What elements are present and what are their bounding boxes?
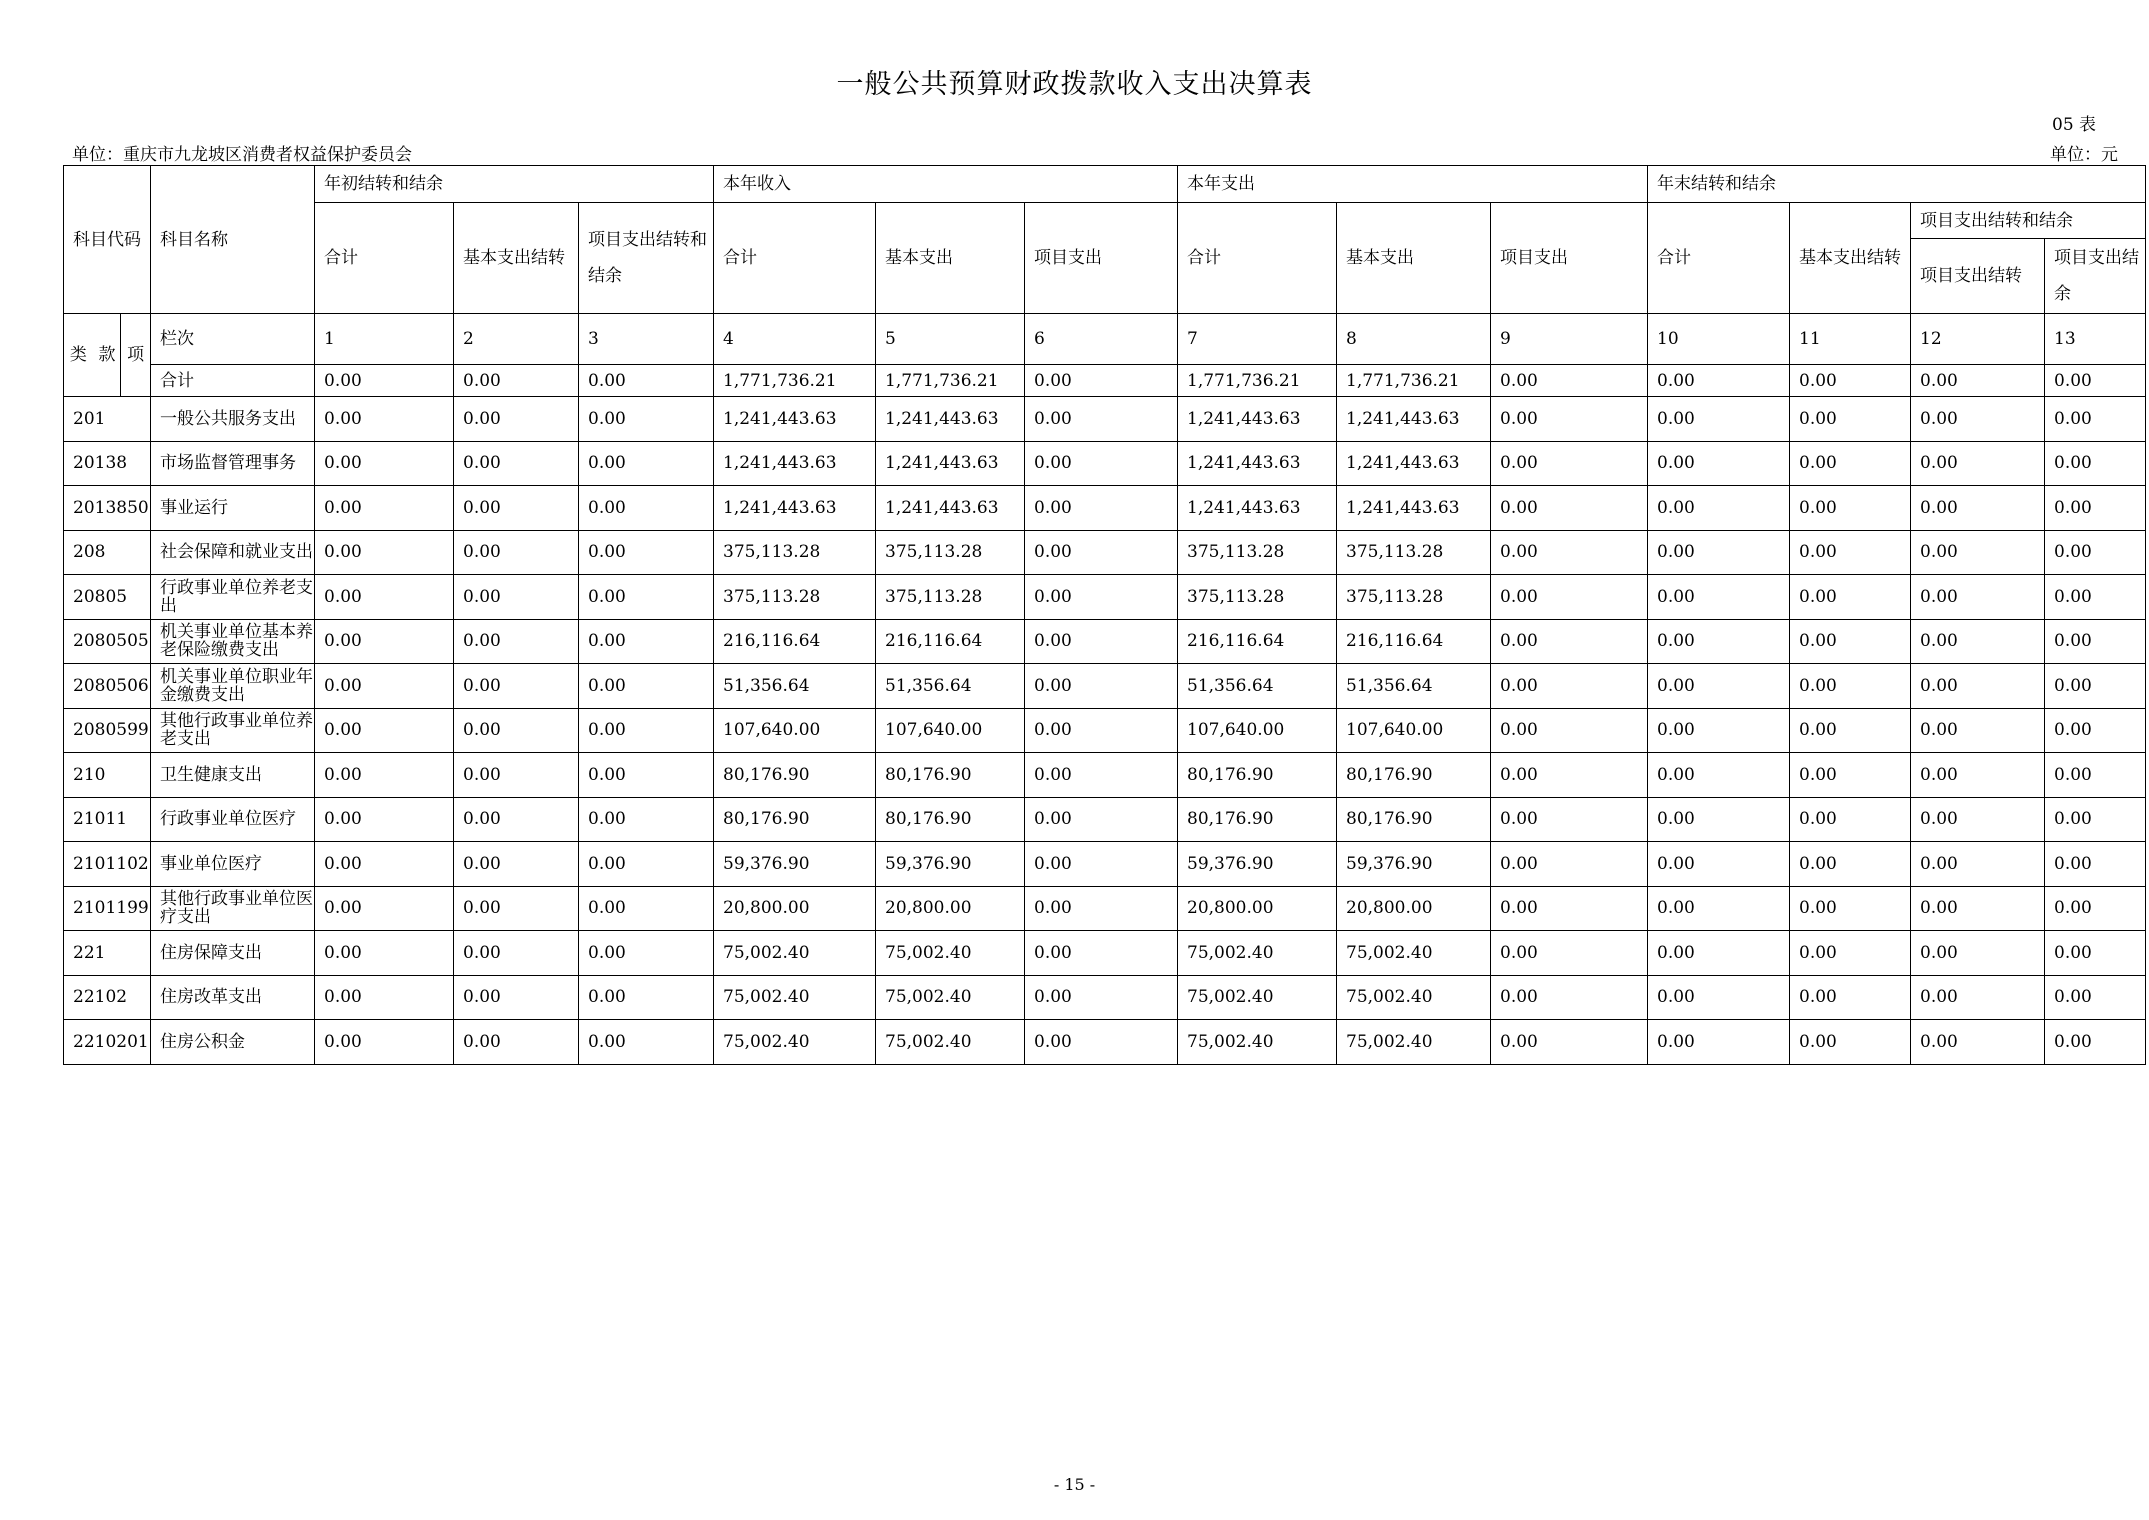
row-value: 0.00: [1648, 886, 1790, 931]
row-value: 75,002.40: [876, 975, 1025, 1020]
row-value: 0.00: [1911, 931, 2045, 976]
col-no: 13: [2045, 314, 2146, 365]
total-row-label: 合计: [151, 365, 315, 397]
row-value: 0.00: [1491, 664, 1648, 709]
row-value: 375,113.28: [1178, 575, 1337, 620]
row-value: 0.00: [579, 619, 714, 664]
row-value: 0.00: [315, 975, 454, 1020]
row-value: 107,640.00: [876, 708, 1025, 753]
row-value: 0.00: [1648, 753, 1790, 798]
total-cell: 1,771,736.21: [714, 365, 876, 397]
row-value: 59,376.90: [1178, 842, 1337, 887]
row-value: 1,241,443.63: [876, 397, 1025, 442]
row-value: 20,800.00: [1337, 886, 1491, 931]
row-value: 80,176.90: [714, 797, 876, 842]
header-opening-balance: 年初结转和结余: [315, 166, 714, 203]
col-no: 9: [1491, 314, 1648, 365]
h-g4-total: 合计: [1648, 203, 1790, 314]
kuan-label: 款: [98, 345, 116, 365]
total-cell: 1,771,736.21: [876, 365, 1025, 397]
h-g4-proj-group: 项目支出结转和结余: [1911, 203, 2146, 239]
row-value: 0.00: [1648, 931, 1790, 976]
row-name: 行政事业单位医疗: [151, 797, 315, 842]
row-value: 0.00: [454, 441, 579, 486]
table-row: [64, 797, 2146, 842]
row-value: 0.00: [1025, 397, 1178, 442]
row-value: 0.00: [1911, 575, 2045, 620]
h-g4-proj-carry: 项目支出结转: [1911, 239, 2045, 314]
row-value: 0.00: [454, 397, 579, 442]
row-value: 0.00: [1790, 931, 1911, 976]
row-value: 0.00: [454, 975, 579, 1020]
row-value: 0.00: [1491, 708, 1648, 753]
currency-unit-label: 单位：元: [2050, 145, 2118, 165]
total-cell: 0.00: [579, 365, 714, 397]
row-value: 0.00: [315, 842, 454, 887]
row-value: 1,241,443.63: [714, 441, 876, 486]
row-value: 0.00: [1790, 1020, 1911, 1065]
row-name: 其他行政事业单位医疗支出: [151, 886, 315, 931]
row-name: 卫生健康支出: [151, 753, 315, 798]
col-no: 7: [1178, 314, 1337, 365]
row-value: 0.00: [579, 664, 714, 709]
row-value: 0.00: [2045, 664, 2146, 709]
row-value: 0.00: [454, 619, 579, 664]
row-value: 0.00: [1491, 441, 1648, 486]
row-value: 107,640.00: [1337, 708, 1491, 753]
row-value: 0.00: [1648, 1020, 1790, 1065]
table-row: [64, 486, 2146, 531]
total-cell: 0.00: [1491, 365, 1648, 397]
row-value: 1,241,443.63: [1178, 486, 1337, 531]
row-value: 0.00: [315, 931, 454, 976]
h-g4-basic-carry: 基本支出结转: [1790, 203, 1911, 314]
row-value: 0.00: [1648, 842, 1790, 887]
row-value: 216,116.64: [876, 619, 1025, 664]
row-value: 0.00: [1648, 486, 1790, 531]
row-value: 0.00: [1491, 486, 1648, 531]
row-value: 0.00: [2045, 486, 2146, 531]
row-value: 1,241,443.63: [1178, 441, 1337, 486]
row-value: 59,376.90: [714, 842, 876, 887]
row-value: 0.00: [1025, 931, 1178, 976]
header-closing-balance: 年末结转和结余: [1648, 166, 2146, 203]
row-value: 375,113.28: [1337, 530, 1491, 575]
row-value: 0.00: [2045, 886, 2146, 931]
col-no: 10: [1648, 314, 1790, 365]
row-value: 0.00: [454, 886, 579, 931]
h-g2-basic: 基本支出: [876, 203, 1025, 314]
row-value: 0.00: [315, 708, 454, 753]
row-value: 0.00: [1911, 441, 2045, 486]
table-number: 05 表: [2052, 115, 2097, 135]
row-value: 0.00: [1648, 441, 1790, 486]
page-number: - 15 -: [1053, 1475, 1096, 1494]
row-value: 0.00: [1911, 753, 2045, 798]
col-no: 12: [1911, 314, 2045, 365]
row-value: 59,376.90: [876, 842, 1025, 887]
row-value: 80,176.90: [1337, 797, 1491, 842]
row-name: 机关事业单位基本养老保险缴费支出: [151, 619, 315, 664]
row-value: 0.00: [1911, 619, 2045, 664]
row-code: 22102: [64, 975, 151, 1020]
row-value: 107,640.00: [1178, 708, 1337, 753]
total-cell: 0.00: [1025, 365, 1178, 397]
row-value: 0.00: [2045, 619, 2146, 664]
row-value: 0.00: [579, 575, 714, 620]
row-value: 0.00: [1790, 619, 1911, 664]
lei-kuan-xiang: [64, 314, 151, 397]
row-value: 0.00: [2045, 1020, 2146, 1065]
table-row: [64, 975, 2146, 1020]
row-value: 0.00: [1911, 664, 2045, 709]
row-value: 1,241,443.63: [714, 486, 876, 531]
table-row: [64, 441, 2146, 486]
row-value: 0.00: [579, 708, 714, 753]
row-value: 0.00: [1491, 842, 1648, 887]
table-row: [64, 931, 2146, 976]
row-value: 1,241,443.63: [714, 397, 876, 442]
row-value: 0.00: [579, 797, 714, 842]
row-value: 0.00: [1790, 664, 1911, 709]
row-value: 75,002.40: [1178, 1020, 1337, 1065]
row-value: 0.00: [1025, 1020, 1178, 1065]
table-row: [64, 575, 2146, 620]
h-g3-proj: 项目支出: [1491, 203, 1648, 314]
h-g1-basic-carry: 基本支出结转: [454, 203, 579, 314]
row-name: 社会保障和就业支出: [151, 530, 315, 575]
total-cell: 0.00: [1648, 365, 1790, 397]
row-value: 1,241,443.63: [1337, 486, 1491, 531]
row-value: 0.00: [1025, 441, 1178, 486]
row-code: 2210201: [64, 1020, 151, 1065]
row-value: 75,002.40: [876, 1020, 1025, 1065]
row-value: 0.00: [1025, 486, 1178, 531]
row-value: 0.00: [1491, 397, 1648, 442]
total-cell: 0.00: [1790, 365, 1911, 397]
row-value: 0.00: [454, 753, 579, 798]
row-value: 0.00: [1491, 975, 1648, 1020]
row-value: 80,176.90: [1337, 753, 1491, 798]
col-no: 5: [876, 314, 1025, 365]
row-value: 75,002.40: [1178, 975, 1337, 1020]
h-g2-total: 合计: [714, 203, 876, 314]
row-value: 80,176.90: [1178, 797, 1337, 842]
row-value: 0.00: [579, 397, 714, 442]
row-value: 0.00: [1648, 575, 1790, 620]
row-value: 0.00: [1491, 619, 1648, 664]
row-value: 0.00: [579, 1020, 714, 1065]
row-code: 2101102: [64, 842, 151, 887]
row-value: 75,002.40: [1337, 975, 1491, 1020]
table-row: [64, 1020, 2146, 1065]
row-name: 住房公积金: [151, 1020, 315, 1065]
row-value: 0.00: [315, 797, 454, 842]
total-cell: 0.00: [2045, 365, 2146, 397]
total-cell: 1,771,736.21: [1337, 365, 1491, 397]
row-value: 0.00: [1025, 975, 1178, 1020]
col-no: 11: [1790, 314, 1911, 365]
row-value: 0.00: [454, 664, 579, 709]
row-value: 0.00: [579, 486, 714, 531]
row-value: 1,241,443.63: [1337, 397, 1491, 442]
row-value: 0.00: [1790, 842, 1911, 887]
unit-label: 单位：重庆市九龙坡区消费者权益保护委员会: [72, 145, 412, 165]
row-value: 375,113.28: [876, 575, 1025, 620]
row-code: 208: [64, 530, 151, 575]
row-value: 375,113.28: [714, 575, 876, 620]
budget-table: [63, 165, 2146, 1065]
row-value: 59,376.90: [1337, 842, 1491, 887]
row-value: 107,640.00: [714, 708, 876, 753]
row-value: 80,176.90: [876, 753, 1025, 798]
header-current-income: 本年收入: [714, 166, 1178, 203]
row-value: 0.00: [1911, 797, 2045, 842]
header-name: 科目名称: [151, 166, 315, 314]
row-value: 0.00: [1491, 753, 1648, 798]
h-g2-proj: 项目支出: [1025, 203, 1178, 314]
row-value: 51,356.64: [1178, 664, 1337, 709]
row-value: 0.00: [2045, 708, 2146, 753]
row-value: 0.00: [1790, 975, 1911, 1020]
total-cell: 1,771,736.21: [1178, 365, 1337, 397]
h-g1-total: 合计: [315, 203, 454, 314]
row-name: 其他行政事业单位养老支出: [151, 708, 315, 753]
row-value: 0.00: [579, 975, 714, 1020]
row-value: 0.00: [454, 842, 579, 887]
row-value: 0.00: [1491, 931, 1648, 976]
row-name: 事业单位医疗: [151, 842, 315, 887]
row-value: 375,113.28: [714, 530, 876, 575]
row-value: 75,002.40: [1337, 931, 1491, 976]
row-value: 0.00: [1025, 664, 1178, 709]
row-value: 0.00: [1491, 886, 1648, 931]
row-code: 201: [64, 397, 151, 442]
row-value: 0.00: [2045, 397, 2146, 442]
row-name: 事业运行: [151, 486, 315, 531]
row-value: 0.00: [579, 753, 714, 798]
row-value: 0.00: [454, 575, 579, 620]
table-row: [64, 708, 2146, 753]
col-no: 2: [454, 314, 579, 365]
row-value: 0.00: [315, 530, 454, 575]
row-code: 20138: [64, 441, 151, 486]
row-value: 0.00: [1025, 886, 1178, 931]
row-value: 0.00: [315, 1020, 454, 1065]
row-value: 0.00: [315, 575, 454, 620]
row-value: 75,002.40: [1337, 1020, 1491, 1065]
row-value: 0.00: [454, 708, 579, 753]
row-value: 0.00: [454, 797, 579, 842]
row-code: 20805: [64, 575, 151, 620]
row-code: 210: [64, 753, 151, 798]
lei-label: 类: [69, 345, 87, 365]
row-value: 375,113.28: [1178, 530, 1337, 575]
row-value: 0.00: [315, 486, 454, 531]
row-value: 0.00: [2045, 575, 2146, 620]
row-value: 0.00: [1025, 753, 1178, 798]
row-value: 0.00: [1648, 619, 1790, 664]
row-value: 216,116.64: [1337, 619, 1491, 664]
total-cell: 0.00: [454, 365, 579, 397]
row-value: 20,800.00: [876, 886, 1025, 931]
row-value: 0.00: [1790, 797, 1911, 842]
row-value: 0.00: [1025, 575, 1178, 620]
row-value: 0.00: [1911, 708, 2045, 753]
row-value: 0.00: [579, 842, 714, 887]
table-row: [64, 664, 2146, 709]
h-g1-proj-carry: 项目支出结转和结余: [579, 203, 714, 314]
row-value: 80,176.90: [1178, 753, 1337, 798]
row-value: 0.00: [1648, 797, 1790, 842]
col-no: 1: [315, 314, 454, 365]
row-value: 0.00: [1911, 886, 2045, 931]
row-value: 0.00: [579, 441, 714, 486]
row-value: 0.00: [1790, 530, 1911, 575]
row-value: 80,176.90: [876, 797, 1025, 842]
row-name: 一般公共服务支出: [151, 397, 315, 442]
row-value: 0.00: [1911, 486, 2045, 531]
header-code: 科目代码: [64, 166, 151, 314]
row-value: 375,113.28: [1337, 575, 1491, 620]
row-name: 市场监督管理事务: [151, 441, 315, 486]
h-g3-total: 合计: [1178, 203, 1337, 314]
h-g3-basic: 基本支出: [1337, 203, 1491, 314]
row-value: 216,116.64: [1178, 619, 1337, 664]
row-value: 0.00: [1911, 842, 2045, 887]
row-value: 0.00: [454, 1020, 579, 1065]
row-value: 51,356.64: [876, 664, 1025, 709]
table-row: [64, 753, 2146, 798]
col-no: 8: [1337, 314, 1491, 365]
col-no: 6: [1025, 314, 1178, 365]
col-no: 3: [579, 314, 714, 365]
row-value: 216,116.64: [714, 619, 876, 664]
table-row: [64, 619, 2146, 664]
page-title: 一般公共预算财政拨款收入支出决算表: [836, 69, 1313, 100]
row-value: 0.00: [315, 753, 454, 798]
row-value: 0.00: [1911, 530, 2045, 575]
row-value: 0.00: [1025, 708, 1178, 753]
row-value: 0.00: [2045, 753, 2146, 798]
row-value: 1,241,443.63: [1337, 441, 1491, 486]
row-value: 75,002.40: [876, 931, 1025, 976]
row-value: 0.00: [1911, 1020, 2045, 1065]
row-value: 0.00: [1025, 530, 1178, 575]
row-value: 0.00: [1025, 797, 1178, 842]
row-value: 75,002.40: [1178, 931, 1337, 976]
row-value: 0.00: [1025, 842, 1178, 887]
row-value: 0.00: [1790, 753, 1911, 798]
row-value: 0.00: [1025, 619, 1178, 664]
row-value: 0.00: [315, 441, 454, 486]
row-value: 0.00: [1648, 530, 1790, 575]
h-g4-proj-surplus: 项目支出结余: [2045, 239, 2146, 314]
row-value: 0.00: [579, 530, 714, 575]
row-value: 375,113.28: [876, 530, 1025, 575]
row-code: 2101199: [64, 886, 151, 931]
row-value: 0.00: [579, 931, 714, 976]
row-value: 0.00: [2045, 842, 2146, 887]
row-code: 2080506: [64, 664, 151, 709]
row-value: 75,002.40: [714, 975, 876, 1020]
row-value: 0.00: [2045, 931, 2146, 976]
row-value: 0.00: [1790, 441, 1911, 486]
row-value: 0.00: [1790, 486, 1911, 531]
row-code: 2013850: [64, 486, 151, 531]
row-name: 住房改革支出: [151, 975, 315, 1020]
row-value: 0.00: [1491, 530, 1648, 575]
lanci-label: 栏次: [151, 314, 315, 365]
row-value: 0.00: [1790, 397, 1911, 442]
total-cell: 0.00: [315, 365, 454, 397]
row-value: 0.00: [454, 530, 579, 575]
row-value: 0.00: [2045, 441, 2146, 486]
header-current-expense: 本年支出: [1178, 166, 1648, 203]
row-value: 0.00: [315, 397, 454, 442]
row-value: 80,176.90: [714, 753, 876, 798]
row-value: 51,356.64: [714, 664, 876, 709]
row-code: 2080505: [64, 619, 151, 664]
row-value: 0.00: [1648, 975, 1790, 1020]
col-no: 4: [714, 314, 876, 365]
row-value: 0.00: [315, 619, 454, 664]
table-row: [64, 530, 2146, 575]
row-value: 0.00: [579, 886, 714, 931]
row-value: 0.00: [1491, 575, 1648, 620]
row-value: 1,241,443.63: [876, 486, 1025, 531]
row-value: 20,800.00: [1178, 886, 1337, 931]
row-value: 0.00: [2045, 530, 2146, 575]
row-value: 0.00: [315, 886, 454, 931]
row-code: 2080599: [64, 708, 151, 753]
row-code: 21011: [64, 797, 151, 842]
row-value: 0.00: [1648, 664, 1790, 709]
table-row: [64, 886, 2146, 931]
row-value: 0.00: [1790, 708, 1911, 753]
row-value: 0.00: [454, 931, 579, 976]
row-value: 0.00: [1491, 797, 1648, 842]
row-value: 0.00: [1491, 1020, 1648, 1065]
row-value: 0.00: [1911, 397, 2045, 442]
row-value: 0.00: [315, 664, 454, 709]
table-row: [64, 397, 2146, 442]
row-value: 0.00: [1911, 975, 2045, 1020]
row-value: 1,241,443.63: [1178, 397, 1337, 442]
row-value: 0.00: [1648, 397, 1790, 442]
row-value: 0.00: [2045, 797, 2146, 842]
row-code: 221: [64, 931, 151, 976]
row-name: 住房保障支出: [151, 931, 315, 976]
row-value: 0.00: [1790, 886, 1911, 931]
row-value: 0.00: [1790, 575, 1911, 620]
row-value: 20,800.00: [714, 886, 876, 931]
row-name: 行政事业单位养老支出: [151, 575, 315, 620]
row-value: 0.00: [454, 486, 579, 531]
total-cell: 0.00: [1911, 365, 2045, 397]
row-value: 75,002.40: [714, 1020, 876, 1065]
row-value: 1,241,443.63: [876, 441, 1025, 486]
row-value: 75,002.40: [714, 931, 876, 976]
row-name: 机关事业单位职业年金缴费支出: [151, 664, 315, 709]
row-value: 0.00: [1648, 708, 1790, 753]
xiang-label: 项: [127, 345, 145, 365]
table-row: [64, 842, 2146, 887]
row-value: 0.00: [2045, 975, 2146, 1020]
row-value: 51,356.64: [1337, 664, 1491, 709]
